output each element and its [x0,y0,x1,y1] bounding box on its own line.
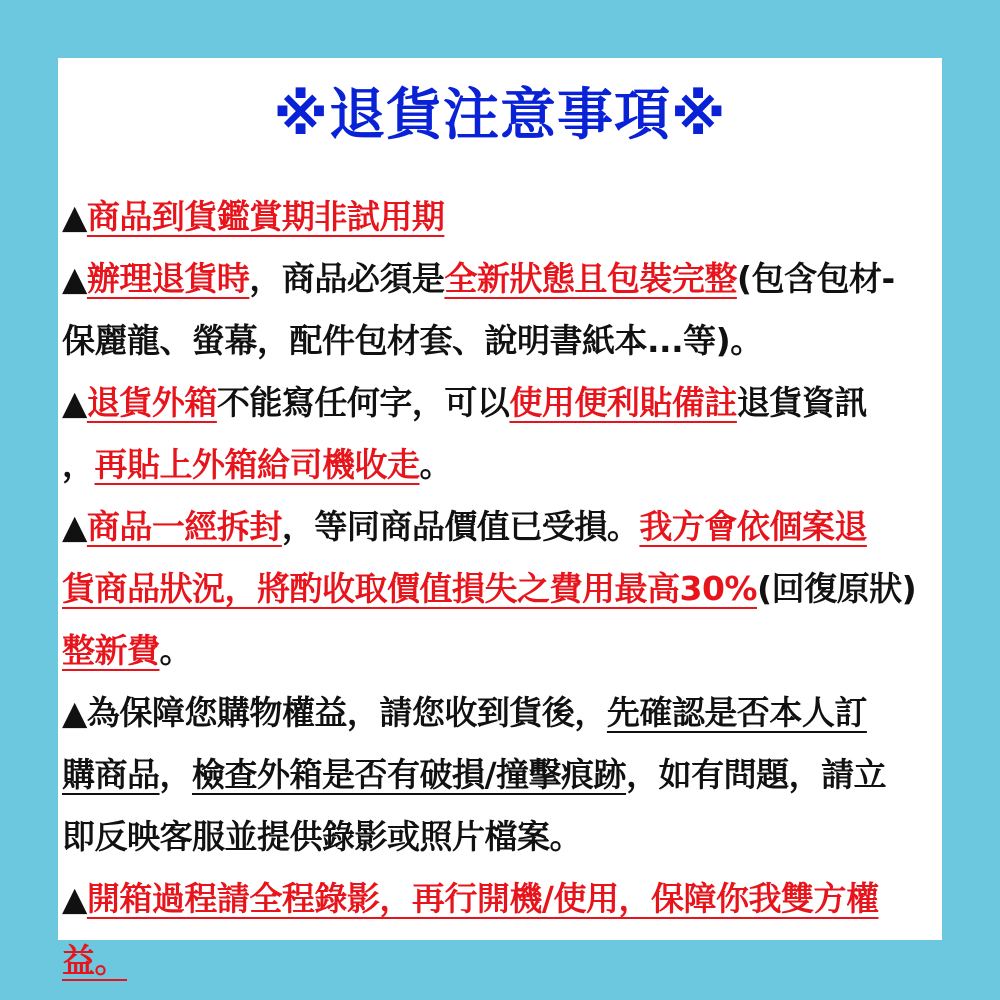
body-text: 保麗龍、螢幕，配件包材套、說明書紙本...等)。 [62,321,763,360]
body-text: 。 [419,445,452,484]
body-text: ▲ [62,383,87,422]
body-text: ▲ [62,507,87,546]
notice-line [62,558,942,620]
highlighted-text: 貨商品狀況，將酌收取價值損失之費用最高30% [62,569,757,608]
notice-line [62,372,942,434]
page-title: ※退貨注意事項※ [273,83,727,148]
highlighted-text: 全新狀態且包裝完整 [444,259,737,298]
highlighted-text: 退貨外箱 [86,383,217,422]
body-text: 即反映客服並提供錄影或照片檔案。 [62,817,582,856]
body-text: ，如有問題，請立 [626,755,887,794]
highlighted-text: 開箱過程請全程錄影，再行開機/使用，保障你我雙方權 [86,879,879,918]
body-text: 退貨資訊 [736,383,867,422]
notice-line [62,744,942,806]
notice-line [62,496,942,558]
underlined-text: 檢查外箱是否有破損/撞擊痕跡 [192,755,627,794]
underlined-text: 先確認是否本人訂 [606,693,867,732]
highlighted-text: 辦理退貨時 [86,259,250,298]
body-text: ▲ [62,197,87,236]
highlighted-text: 使用便利貼備註 [509,383,737,422]
notice-line [62,930,942,992]
notice-line [62,620,942,682]
notice-line [62,310,942,372]
highlighted-text: 再貼上外箱給司機收走 [94,445,420,484]
body-text: ▲ [62,879,87,918]
body-text: 。 [159,631,192,670]
notice-line [62,248,942,310]
body-text: (包含包材- [736,259,895,298]
notice-line [62,868,942,930]
body-text: ，等同商品價值已受損。 [281,507,640,546]
highlighted-text: 益。 [62,941,127,980]
notice-line [62,186,942,248]
body-text: ，商品必須是 [249,259,445,298]
body-text: ， [62,445,95,484]
notice-line [62,682,942,744]
notice-line [62,434,942,496]
body-text: (回復原狀) [757,569,917,608]
body-text: ▲為保障您購物權益，請您收到貨後， [62,693,607,732]
body-text: ▲ [62,259,87,298]
body-text: ， [159,755,192,794]
notice-line [62,806,942,868]
highlighted-text: 商品到貨鑑賞期非試用期 [86,197,445,236]
highlighted-text: 我方會依個案退 [639,507,867,546]
highlighted-text: 整新費 [62,631,160,670]
notice-body [62,186,942,992]
notice-panel [58,58,942,980]
body-text: 不能寫任何字，可以 [216,383,510,422]
highlighted-text: 商品一經拆封 [86,507,282,546]
underlined-text: 購商品 [62,755,160,794]
